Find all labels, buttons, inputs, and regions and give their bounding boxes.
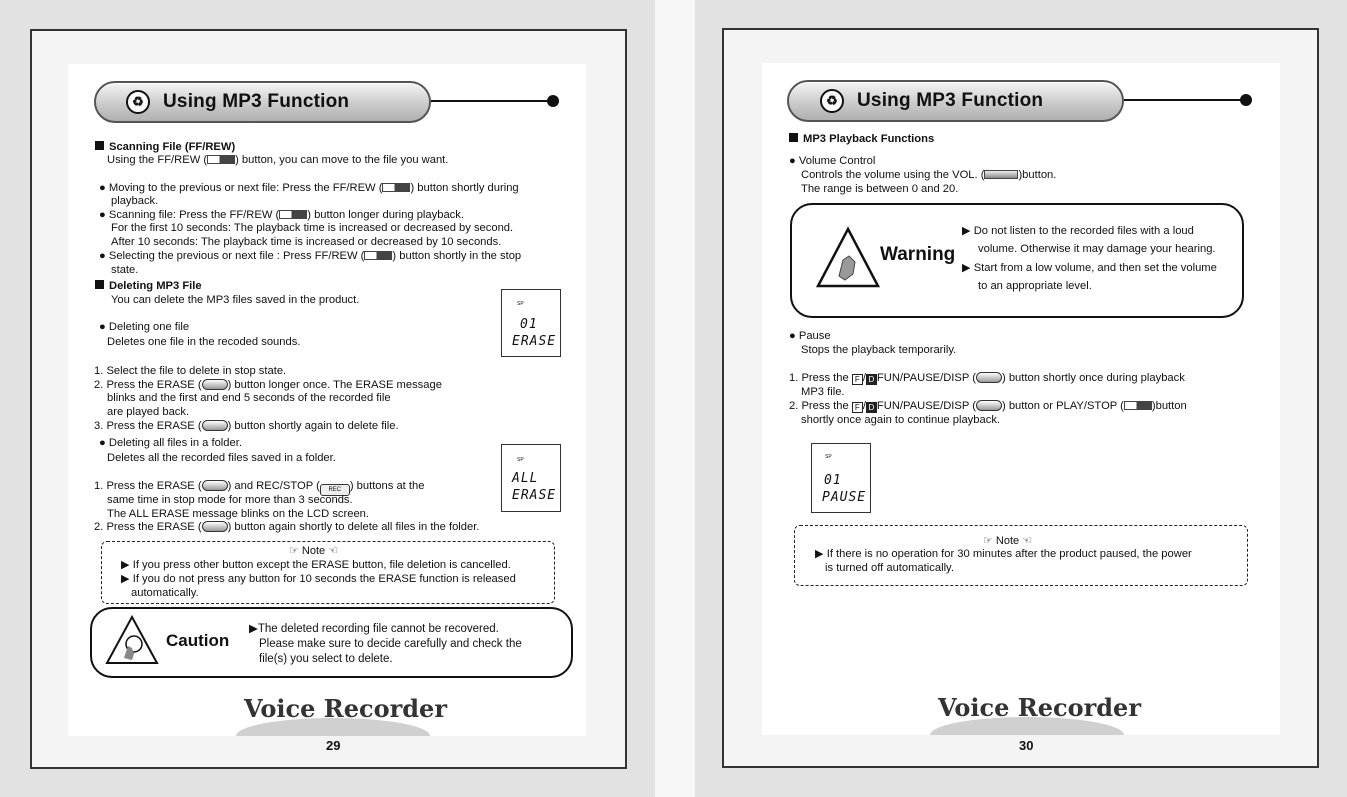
lcd-erase-all — [501, 444, 561, 512]
scanning-intro: Using the FF/REW ( ) button, you can move to the file you want. — [107, 154, 449, 166]
pause-step-2-cont: shortly once again to continue playback. — [801, 414, 1001, 426]
caution-line-2: Please make sure to decide carefully and check the — [259, 638, 522, 650]
scanning-bullet-2: ● Scanning file: Press the FF/REW ( ) button longer during playback. — [99, 209, 464, 221]
right-page-title: Using MP3 Function — [857, 90, 1044, 111]
pause-desc: Stops the playback temporarily. — [801, 344, 957, 356]
ff-rew-button-icon — [279, 210, 307, 219]
lcd-message: ERASE — [512, 334, 557, 349]
f-key-icon: F — [852, 374, 863, 385]
erase-button-icon — [202, 480, 228, 491]
deleting-step-2-cont-2: are played back. — [107, 406, 190, 418]
scanning-bullet-1-cont: playback. — [111, 195, 159, 207]
lcd-message: PAUSE — [822, 490, 867, 505]
erase-button-icon — [202, 521, 228, 532]
lcd-message: ERASE — [512, 488, 557, 503]
deleting-heading: Deleting MP3 File — [95, 280, 202, 293]
warning-line-2-cont: to an appropriate level. — [978, 280, 1092, 292]
deleting-intro: You can delete the MP3 files saved in the product. — [111, 294, 360, 306]
right-page-number: 30 — [1019, 738, 1034, 753]
fun-pause-button-icon — [976, 372, 1002, 383]
page-gutter — [655, 0, 695, 797]
pause-title: ● Pause — [789, 330, 831, 342]
deleting-step-3: 3. Press the ERASE ( ) button shortly again to delete file. — [94, 420, 399, 432]
scanning-after-10: After 10 seconds: The playback time is increased or decreased by 10 seconds. — [111, 236, 502, 248]
left-note-line-1: ▶ If you press other button except the ERASE button, file deletion is cancelled. — [121, 559, 511, 571]
ff-rew-button-icon — [207, 155, 235, 164]
scanning-first-10: For the first 10 seconds: The playback time is increased or decreased by second. — [111, 222, 514, 234]
volume-title: ● Volume Control — [789, 155, 876, 167]
warning-hand-icon — [815, 226, 881, 290]
lcd-track-number: 01 — [520, 317, 538, 332]
d-key-icon: D — [866, 374, 877, 385]
lcd-track-number: ALL — [512, 471, 539, 486]
scanning-bullet-1: ● Moving to the previous or next file: Press the FF/REW ( ) button shortly during — [99, 182, 519, 194]
caution-label: Caution — [166, 631, 230, 650]
caution-line-1: ▶The deleted recording file cannot be recovered. — [249, 623, 499, 635]
ff-rew-button-icon — [382, 183, 410, 192]
pause-step-1: 1. Press the F / D FUN/PAUSE/DISP ( ) button shortly once during playback — [789, 372, 1185, 384]
d-key-icon: D — [866, 402, 877, 413]
left-header-rule — [431, 100, 551, 102]
pause-step-1-cont: MP3 file. — [801, 386, 845, 398]
f-key-icon: F — [852, 402, 863, 413]
warning-line-2: ▶ Start from a low volume, and then set the volume — [962, 262, 1217, 274]
right-brand-logo: Voice Recorder — [938, 693, 1141, 722]
erase-button-icon — [202, 379, 228, 390]
right-note-line-1: ▶ If there is no operation for 30 minutes after the product paused, the power — [815, 548, 1192, 560]
left-note-line-2: ▶ If you do not press any button for 10 seconds the ERASE function is released — [121, 573, 516, 585]
deleting-all-desc: Deletes all the recorded files saved in a folder. — [107, 452, 336, 464]
deleting-one-title: ● Deleting one file — [99, 321, 190, 333]
left-page-number: 29 — [326, 738, 341, 753]
volume-desc: Controls the volume using the VOL. ( )button. — [801, 169, 1057, 181]
lcd-track-number: 01 — [824, 473, 842, 488]
deleting-all-step-1-cont-2: The ALL ERASE message blinks on the LCD screen. — [107, 508, 370, 520]
deleting-step-2-cont-1: blinks and the first and end 5 seconds of the recorded file — [107, 392, 391, 404]
right-header-rule — [1124, 99, 1244, 101]
deleting-one-desc: Deletes one file in the recoded sounds. — [107, 336, 301, 348]
warning-line-1: ▶ Do not listen to the recorded files with a loud — [962, 225, 1194, 237]
deleting-step-2: 2. Press the ERASE ( ) button longer once. The ERASE message — [94, 379, 442, 391]
fun-pause-button-icon — [976, 400, 1002, 411]
warning-line-1-cont: volume. Otherwise it may damage your hearing. — [978, 243, 1216, 255]
right-note-line-1-cont: is turned off automatically. — [825, 562, 954, 574]
erase-button-icon — [202, 420, 228, 431]
lcd-mode-label: SP — [825, 454, 832, 460]
caution-hand-icon — [104, 614, 160, 666]
recycle-icon: ♻ — [820, 89, 844, 113]
caution-line-3: file(s) you select to delete. — [259, 653, 393, 665]
volume-button-icon — [984, 170, 1018, 179]
left-note-title: ☞ Note ☜ — [289, 545, 339, 557]
lcd-mode-label: SP — [517, 301, 524, 307]
scanning-heading: Scanning File (FF/REW) — [95, 141, 235, 154]
deleting-all-title: ● Deleting all files in a folder. — [99, 437, 242, 449]
deleting-all-step-1-cont-1: same time in stop mode for more than 3 seconds. — [107, 494, 353, 506]
recycle-icon: ♻ — [126, 90, 150, 114]
lcd-pause — [811, 443, 871, 513]
left-header-dot — [547, 95, 559, 107]
warning-label: Warning — [880, 244, 956, 265]
right-note-title: ☞ Note ☜ — [983, 535, 1033, 547]
pause-step-2: 2. Press the F / D FUN/PAUSE/DISP ( ) button or PLAY/STOP ( )button — [789, 400, 1187, 412]
rec-button-icon: REC — [320, 484, 350, 496]
play-stop-button-icon — [1124, 401, 1152, 410]
scanning-bullet-3: ● Selecting the previous or next file : Press FF/REW ( ) button shortly in the stop — [99, 250, 522, 262]
deleting-step-1: 1. Select the file to delete in stop state. — [94, 365, 287, 377]
left-brand-logo: Voice Recorder — [244, 694, 447, 723]
lcd-mode-label: SP — [517, 457, 524, 463]
playback-heading: MP3 Playback Functions — [789, 133, 934, 146]
deleting-all-step-1: 1. Press the ERASE ( ) and REC/STOP ( REC ) buttons at the — [94, 480, 424, 496]
volume-range: The range is between 0 and 20. — [801, 183, 959, 195]
left-note-line-2-cont: automatically. — [131, 587, 199, 599]
lcd-erase-one — [501, 289, 561, 357]
scanning-bullet-3-cont: state. — [111, 264, 139, 276]
right-header-dot — [1240, 94, 1252, 106]
ff-rew-button-icon — [364, 251, 392, 260]
deleting-all-step-2: 2. Press the ERASE ( ) button again shortly to delete all files in the folder. — [94, 521, 480, 533]
left-page-title: Using MP3 Function — [163, 91, 350, 112]
